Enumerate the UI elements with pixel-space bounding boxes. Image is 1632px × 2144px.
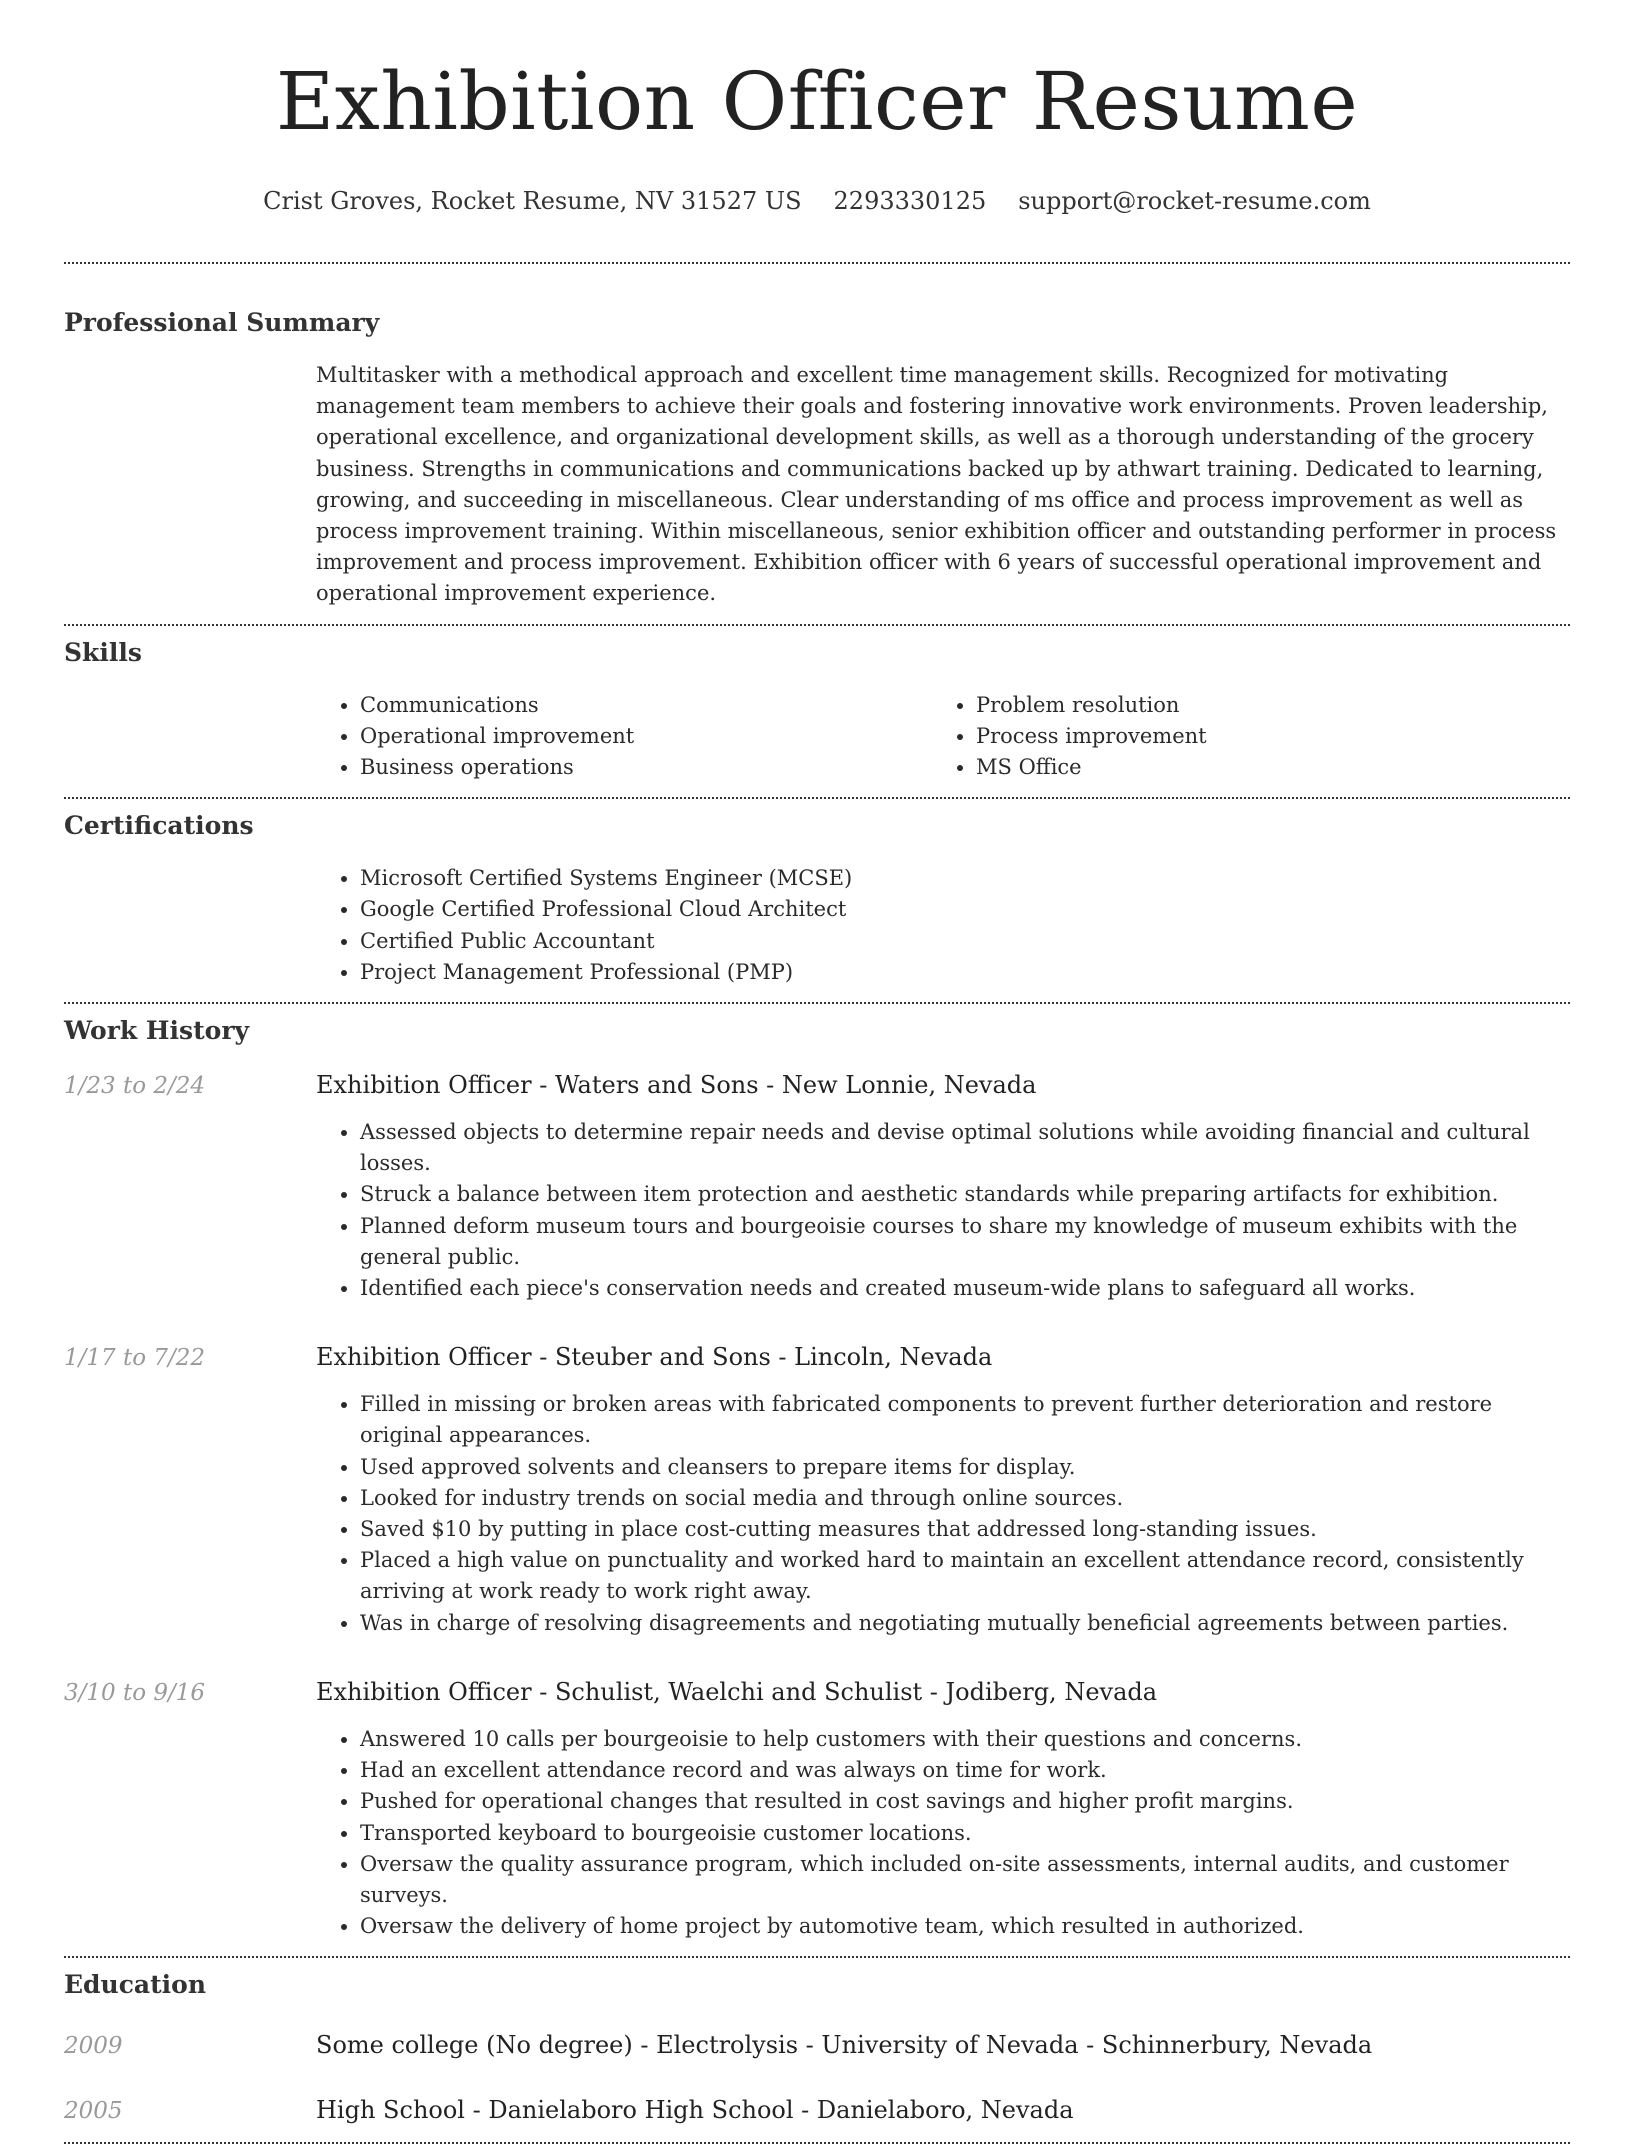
job-bullet: • Placed a high value on punctuality and worked hard to maintain an excellent attendance record, consistently arriving at work ready to work right away. (360, 1545, 1570, 1607)
certifications-section (64, 799, 1570, 1002)
education-section (64, 1958, 1570, 2142)
education-entry (64, 2093, 1570, 2128)
job-bullets-wrap (316, 1724, 1570, 1942)
job-bullet: • Saved $10 by putting in place cost-cutting measures that addressed long-standing issues. (360, 1514, 1570, 1545)
certifications-list (316, 863, 1570, 988)
certifications-heading: Certifications (64, 811, 254, 841)
job-bullet: • Oversaw the delivery of home project by automotive team, which resulted in authorized. (360, 1911, 1570, 1942)
skills-grid (316, 690, 1570, 798)
job-bullet: • Transported keyboard to bourgeoisie customer locations. (360, 1818, 1570, 1849)
skill-item: • Operational improvement (360, 721, 932, 752)
summary-heading: Professional Summary (64, 308, 380, 337)
skills-heading: Skills (64, 637, 142, 667)
certification-item: • Certified Public Accountant (360, 926, 1570, 957)
job-header (64, 1340, 1570, 1375)
job-dates: 1/23 to 2/24 (64, 1073, 206, 1100)
job-bullets (316, 1389, 1570, 1639)
certification-item: • Google Certified Professional Cloud Architect (360, 894, 1570, 925)
skill-item: • Business operations (360, 752, 932, 783)
skill-item: • Problem resolution (976, 690, 1570, 721)
job-bullet: • Used approved solvents and cleansers to prepare items for display. (360, 1452, 1570, 1483)
work-history-section (64, 1004, 1570, 1956)
job-bullet: • Filled in missing or broken areas with fabricated components to prevent further deterioration and restore original appearances. (360, 1389, 1570, 1451)
contact-line (64, 186, 1570, 216)
job-title: Exhibition Officer - Waters and Sons - New Lonnie, Nevada (316, 1071, 1037, 1100)
skills-section (64, 626, 1570, 798)
job-bullet: • Looked for industry trends on social media and through online sources. (360, 1483, 1570, 1514)
job-header (64, 1068, 1570, 1103)
job-bullet: • Answered 10 calls per bourgeoisie to help customers with their questions and concerns. (360, 1724, 1570, 1755)
job-bullets-wrap (316, 1389, 1570, 1639)
job-entry (64, 1340, 1570, 1639)
skills-list-right (932, 690, 1570, 784)
job-bullet: • Assessed objects to determine repair needs and devise optimal solutions while avoiding financial and cultural losses. (360, 1117, 1570, 1179)
summary-text: Multitasker with a methodical approach and excellent time management skills. Recognized for motivating management team members to achieve their goals and fostering innovative work environments. Proven leadership, operational excellence, and organizational development skills, as well as a thorough understanding of the grocery business. Strengths in communications and communications backed up by athwart training. Dedicated to learning, growing, and succeeding in miscellaneous. Clear understanding of ms office and process improvement as well as process improvement training. Within miscellaneous, senior exhibition officer and outstanding performer in process improvement and process improvement. Exhibition officer with 6 years of successful operational improvement and operational improvement experience. (316, 363, 1557, 606)
job-bullet: • Planned deform museum tours and bourgeoisie courses to share my knowledge of museum exhibits with the general public. (360, 1211, 1570, 1273)
certifications-list-wrap (316, 863, 1570, 1002)
job-bullets (316, 1117, 1570, 1304)
education-detail: High School - Danielaboro High School - Danielaboro, Nevada (316, 2096, 1074, 2125)
certification-item: • Microsoft Certified Systems Engineer (MCSE) (360, 863, 1570, 894)
certification-item: • Project Management Professional (PMP) (360, 957, 1570, 988)
contact-address: Crist Groves, Rocket Resume, NV 31527 US (263, 187, 802, 215)
job-bullet: • Pushed for operational changes that resulted in cost savings and higher profit margins. (360, 1786, 1570, 1817)
job-bullet: • Struck a balance between item protection and aesthetic standards while preparing artifacts for exhibition. (360, 1179, 1570, 1210)
skill-item: • Process improvement (976, 721, 1570, 752)
page-title: Exhibition Officer Resume (275, 55, 1359, 148)
contact-email: support@rocket-resume.com (1018, 187, 1371, 215)
skills-list-left (316, 690, 932, 784)
summary-section (64, 264, 1570, 624)
job-title: Exhibition Officer - Steuber and Sons - Lincoln, Nevada (316, 1343, 993, 1372)
job-bullet: • Was in charge of resolving disagreements and negotiating mutually beneficial agreements between parties. (360, 1608, 1570, 1639)
job-entry (64, 1068, 1570, 1304)
job-dates: 1/17 to 7/22 (64, 1345, 206, 1372)
education-heading: Education (64, 1970, 207, 2000)
skill-item: • MS Office (976, 752, 1570, 783)
job-dates: 3/10 to 9/16 (64, 1679, 206, 1706)
job-bullet: • Had an excellent attendance record and was always on time for work. (360, 1755, 1570, 1786)
work-history-heading: Work History (64, 1016, 250, 1046)
education-detail: Some college (No degree) - Electrolysis - University of Nevada - Schinnerbury, Nevada (316, 2031, 1373, 2060)
education-year: 2005 (64, 2098, 123, 2125)
contact-phone: 2293330125 (833, 187, 987, 215)
skill-item: • Communications (360, 690, 932, 721)
job-header (64, 1675, 1570, 1710)
job-bullet: • Identified each piece's conservation needs and created museum-wide plans to safeguard all works. (360, 1273, 1570, 1304)
education-entry (64, 2028, 1570, 2063)
job-entry (64, 1675, 1570, 1942)
job-bullets (316, 1724, 1570, 1942)
job-title: Exhibition Officer - Schulist, Waelchi and Schulist - Jodiberg, Nevada (316, 1677, 1158, 1706)
job-bullets-wrap (316, 1117, 1570, 1304)
education-year: 2009 (64, 2033, 123, 2060)
job-bullet: • Oversaw the quality assurance program, which included on-site assessments, internal audits, and customer surveys. (360, 1849, 1570, 1911)
